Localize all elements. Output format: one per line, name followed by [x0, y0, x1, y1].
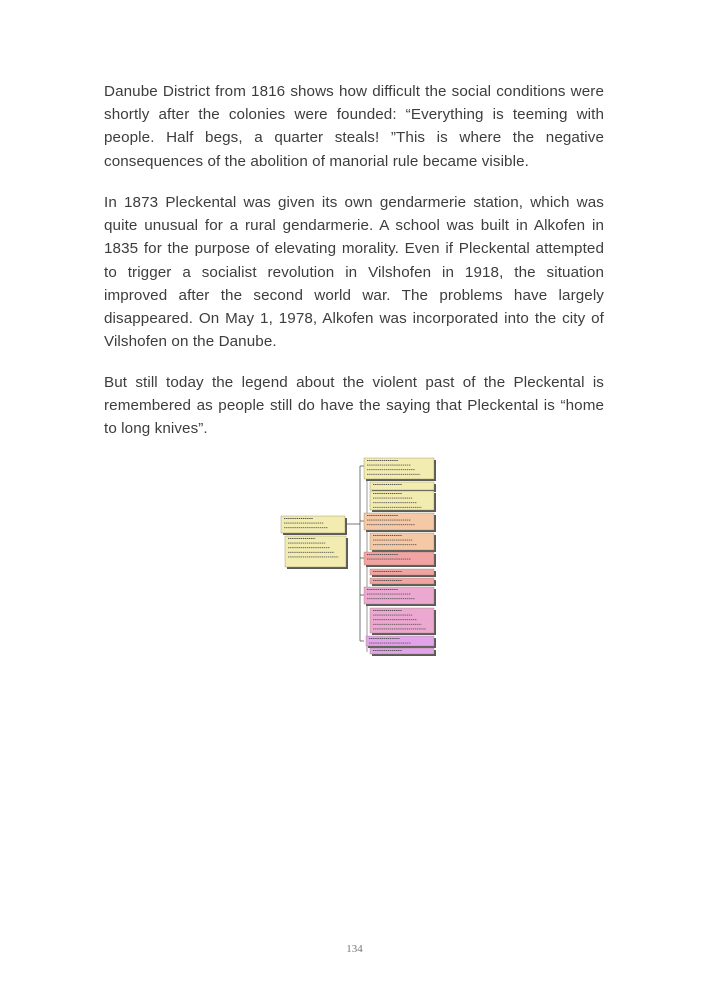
node-shadow — [372, 580, 436, 586]
mindmap-node — [370, 482, 434, 490]
mindmap-node — [370, 608, 434, 633]
paragraph-3: But still today the legend about the violent past of the Pleckental is remembered as people still do have the saying that Pleckental is “home to long knives”. — [104, 374, 604, 438]
mindmap-node — [285, 536, 346, 567]
paragraph-1: Danube District from 1816 shows how difficult the social conditions were shortly after the colonies were founded: “Everything is teeming with people. Half begs, a quarter steals! ”This is where the negative consequences of the abolition of manorial rule became visible. — [104, 83, 604, 170]
mindmap-node — [370, 578, 434, 584]
node-shadow — [368, 638, 436, 648]
node-shadow — [372, 493, 436, 512]
mindmap-node — [364, 587, 434, 604]
page-number: 134 — [346, 943, 363, 955]
mindmap-node — [364, 513, 434, 530]
node-shadow — [287, 538, 348, 569]
node-shadow — [366, 515, 436, 532]
mindmap-node — [364, 552, 434, 565]
node-shadow — [372, 484, 436, 492]
mindmap-node — [370, 491, 434, 510]
mindmap-node — [366, 636, 434, 646]
node-shadow — [366, 589, 436, 606]
node-shadow — [366, 460, 436, 481]
node-shadow — [372, 650, 436, 656]
paragraph-2: In 1873 Pleckental was given its own gendarmerie station, which was quite unusual for a rural gendarmerie. A school was built in Alkofen in 1835 for the purpose of elevating morality. Even if Pleckental attempted to trigger a socialist revolution in Vilshofen in 1918, the situation improved after the second world war. The problems have largely disappeared. On May 1, 1978, Alkofen was incorporated into the city of Vilshofen on the Danube. — [104, 194, 604, 351]
mindmap-node — [370, 533, 434, 550]
mindmap-node — [364, 458, 434, 479]
mindmap-node — [370, 648, 434, 654]
node-shadow — [283, 518, 347, 535]
node-shadow — [372, 610, 436, 635]
mindmap-node — [370, 569, 434, 575]
node-shadow — [372, 571, 436, 577]
mindmap-node — [281, 516, 345, 533]
node-shadow — [372, 535, 436, 552]
node-shadow — [366, 554, 436, 567]
